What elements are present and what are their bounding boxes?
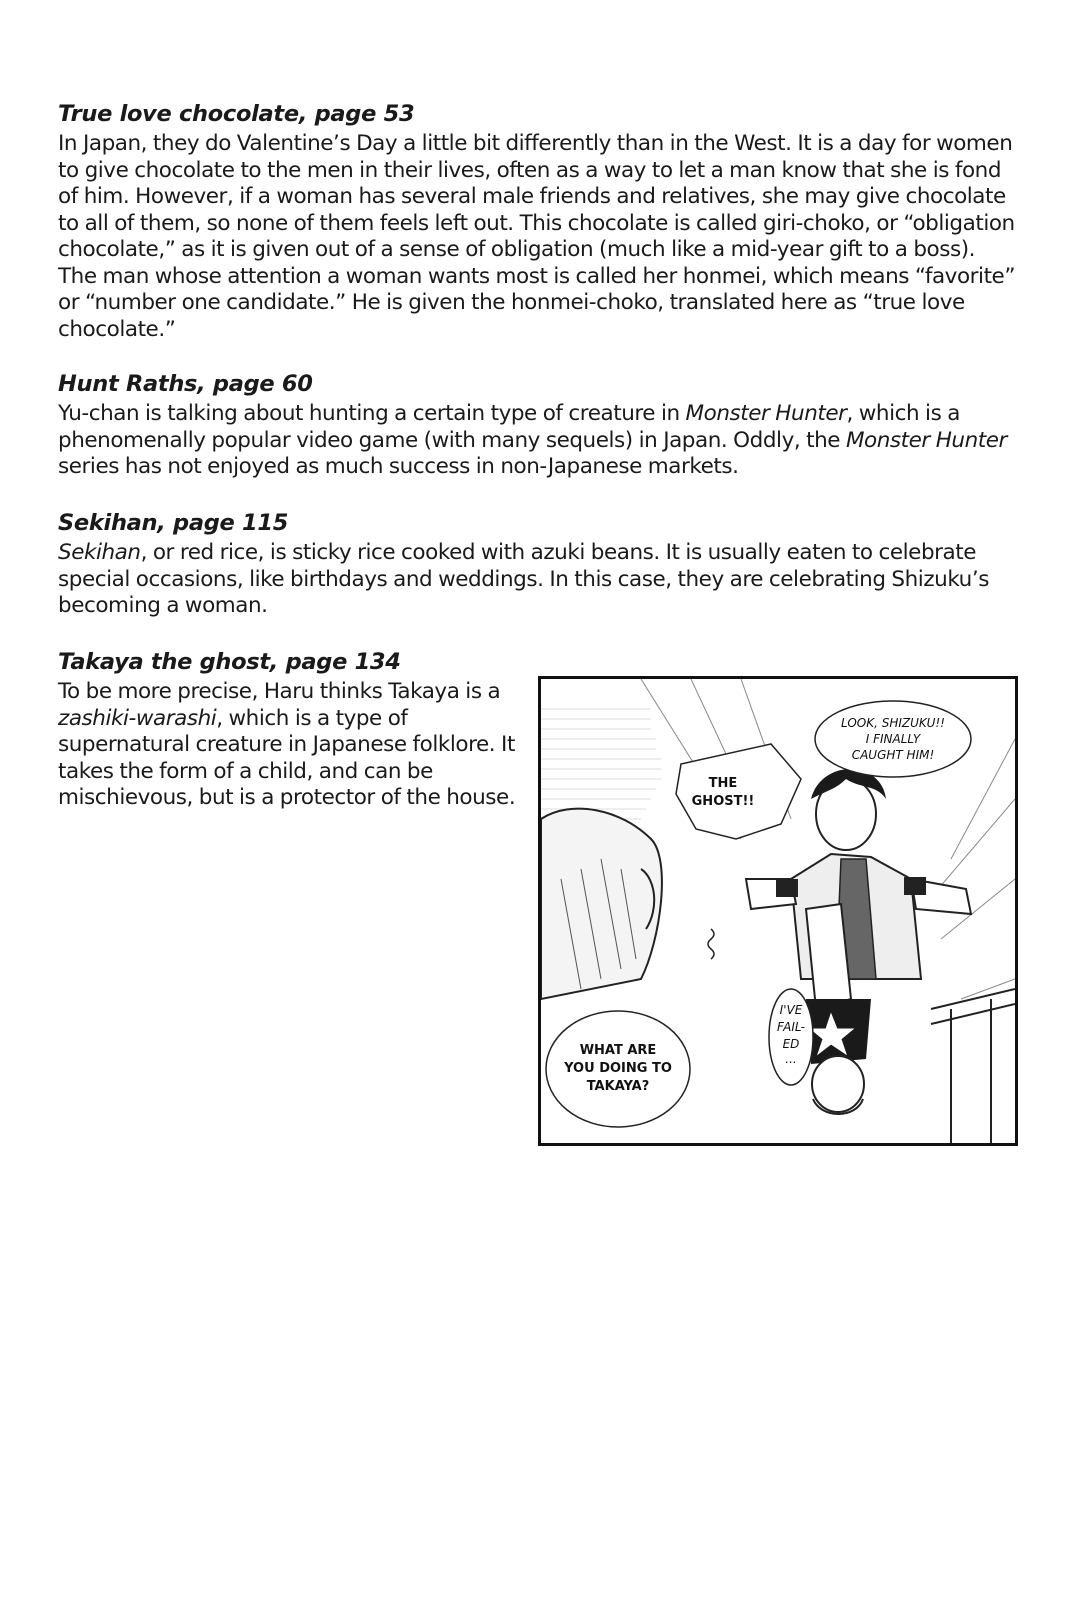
- bubble-4-line-2: FAIL-: [776, 1020, 806, 1034]
- note-title: Takaya the ghost, page 134: [58, 649, 401, 675]
- bubble-3-line-1: WHAT ARE: [579, 1043, 657, 1058]
- note-body: [58, 679, 536, 812]
- bubble-2-line-2: GHOST!!: [691, 794, 755, 809]
- note-text: , which is a type of supernatural creature in Japanese folklore. It takes the form of a child, and can be mischievous, but is a protector of the house.: [58, 705, 516, 810]
- note-text: , or red rice, is sticky rice cooked with azuki beans. It is usually eaten to celebrate special occasions, like birthdays and weddings. In this case, they are celebrating Shizuku’s becoming a woman.: [58, 540, 989, 618]
- bubble-3-line-2: YOU DOING TO: [564, 1061, 672, 1076]
- note-emphasis: Monster Hunter: [845, 427, 1007, 453]
- manga-panel-illustration: [538, 676, 1018, 1146]
- note-text: series has not enjoyed as much success in non-Japanese markets.: [58, 454, 739, 479]
- bubble-2-line-1: THE: [708, 776, 738, 791]
- bubble-4-line-4: ...: [785, 1052, 797, 1066]
- bubble-3-line-3: TAKAYA?: [586, 1079, 650, 1094]
- note-sekihan: [58, 508, 1018, 620]
- bubble-1-line-1: LOOK, SHIZUKU!!: [841, 716, 945, 730]
- note-text: To be more precise, Haru thinks Takaya is a: [58, 679, 501, 704]
- railing: [931, 989, 1015, 1143]
- note-emphasis: zashiki-warashi: [58, 705, 217, 731]
- note-body: [58, 540, 1018, 620]
- note-title: True love chocolate, page 53: [58, 101, 415, 127]
- note-true-love-chocolate: [58, 99, 1018, 343]
- note-title: Hunt Raths, page 60: [58, 371, 313, 397]
- manga-panel-art: [541, 679, 1015, 1143]
- speech-bubble-2: [676, 744, 801, 839]
- note-text: Yu-chan is talking about hunting a certain type of creature in: [58, 401, 686, 426]
- note-text: , which is a phenomenally popular video game (with many sequels) in Japan. Oddly, the: [58, 401, 960, 453]
- child-head: [812, 1056, 864, 1112]
- bubble-4-line-3: ED: [782, 1037, 800, 1051]
- girl-hair: [541, 809, 662, 999]
- note-body: In Japan, they do Valentine’s Day a little bit differently than in the West. It is a day for women to give chocolate to the men in their lives, often as a way to let a man know that she is fond of him. However, if a woman has several male friends and relatives, she may give chocolate to all of them, so none of them feels left out. This chocolate is called giri-choko, or “obligation chocolate,” as it is given out of a sense of obligation (much like a mid-year gift to a boss). The man whose attention a woman wants most is called her honmei, which means “favorite” or “number one candidate.” He is given the honmei-choko, translated here as “true love chocolate.”: [58, 131, 1016, 342]
- note-hunt-raths: [58, 369, 1018, 481]
- wristband-right: [904, 877, 926, 895]
- bubble-4-line-1: I'VE: [779, 1003, 803, 1017]
- wristband-left: [776, 879, 798, 897]
- bubble-1-line-2: I FINALLY: [865, 732, 921, 746]
- note-emphasis: Monster Hunter: [685, 401, 847, 426]
- note-emphasis: Sekihan: [58, 540, 141, 565]
- note-title: Sekihan, page 115: [58, 510, 289, 536]
- sound-effect: [708, 929, 714, 959]
- note-body: [58, 401, 1018, 481]
- bubble-1-line-3: CAUGHT HIM!: [851, 748, 935, 762]
